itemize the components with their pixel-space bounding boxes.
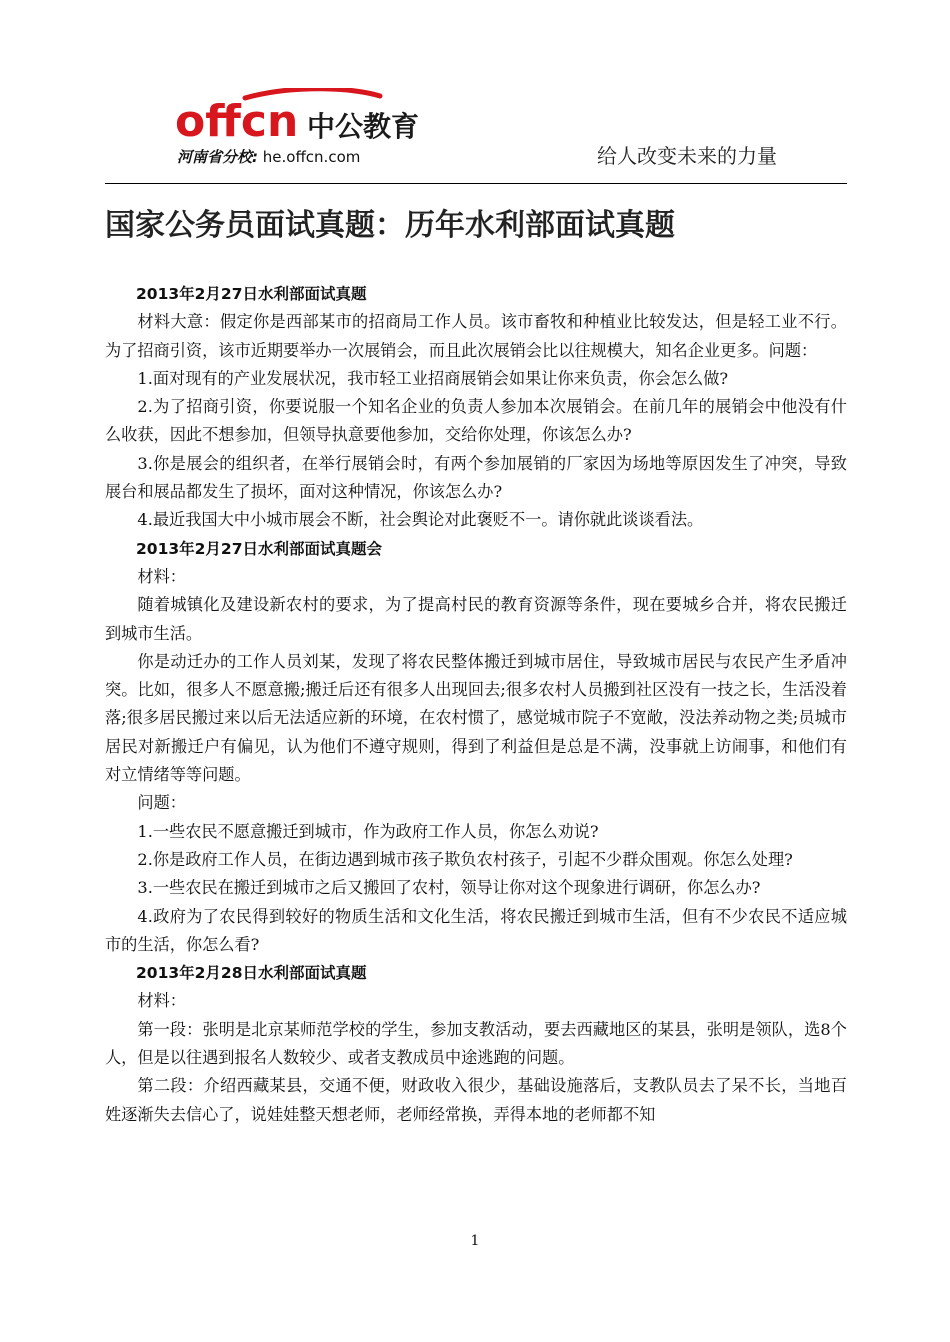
header-divider (105, 183, 847, 184)
paragraph: 2.你是政府工作人员，在街边遇到城市孩子欺负农村孩子，引起不少群众围观。你怎么处理? (137, 849, 793, 869)
logo-brand-cn: 中公教育 (307, 110, 420, 143)
page-title: 国家公务员面试真题：历年水利部面试真题 (105, 208, 675, 243)
paragraph: 3.你是展会的组织者，在举行展销会时，有两个参加展销的厂家因为场地等原因发生了冲突，导致展台和展品都发生了损坏，面对这种情况，你该怎么办? (105, 453, 847, 502)
page-header (105, 78, 847, 188)
offcn-logo-graphic (175, 88, 505, 144)
paragraph: 随着城镇化及建设新农村的要求，为了提高村民的教育资源等条件，现在要城乡合并，将农民搬迁到城市生活。 (105, 595, 847, 643)
section-heading: 2013年2月27日水利部面试真题 (136, 285, 367, 303)
paragraph: 第一段：张明是北京某师范学校的学生，参加支教活动，要去西藏地区的某县，张明是领队，选8个人，但是以往遇到报名人数较少、或者支教成员中途逃跑的问题。 (105, 1019, 847, 1068)
paragraph: 你是动迁办的工作人员刘某，发现了将农民整体搬迁到城市居住，导致城市居民与农民产生矛盾冲突。比如，很多人不愿意搬;搬迁后还有很多人出现回去;很多农村人员搬到社区没有一技之长，生活没着落;很多居民搬过来以后无法适应新的环境，在农村惯了，感觉城市院子不宽敞，没法养动物之类;员城市居民对新搬迁户有偏见，认为他们不遵守规则，得到了利益但是总是不满，没事就上访闹事，和他们有对立情绪等等问题。 (105, 651, 847, 785)
document-body (105, 280, 847, 1129)
slogan: 给人改变未来的力量 (597, 144, 777, 168)
paragraph: 4.政府为了农民得到较好的物质生活和文化生活，将农民搬迁到城市生活，但有不少农民不适应城市的生活，你怎么看? (105, 906, 847, 954)
branch-label: 河南省分校: (177, 148, 258, 166)
paragraph: 3.一些农民在搬迁到城市之后又搬回了农村，领导让你对这个现象进行调研，你怎么办? (137, 878, 761, 898)
paragraph: 材料大意：假定你是西部某市的招商局工作人员。该市畜牧和种植业比较发达，但是轻工业不行。为了招商引资，该市近期要举办一次展销会，而且此次展销会比以往规模大，知名企业更多。问题： (105, 312, 847, 360)
paragraph: 1.面对现有的产业发展状况，我市轻工业招商展销会如果让你来负责，你会怎么做? (137, 368, 729, 388)
paragraph: 1.一些农民不愿意搬迁到城市，作为政府工作人员，你怎么劝说? (137, 821, 599, 841)
section-heading: 2013年2月28日水利部面试真题 (136, 964, 367, 983)
paragraph: 问题： (137, 793, 186, 813)
branch-site: he.offcn.com (262, 148, 361, 166)
page-number: 1 (470, 1233, 480, 1249)
paragraph: 2.为了招商引资，你要说服一个知名企业的负责人参加本次展销会。在前几年的展销会中他没有什么收获，因此不想参加，但领导执意要他参加，交给你处理，你该怎么办? (105, 397, 847, 445)
section-heading: 2013年2月27日水利部面试真题会 (136, 539, 382, 558)
paragraph: 材料： (137, 566, 186, 586)
logo-wordmark: offcn (175, 96, 299, 144)
offcn-logo (175, 88, 505, 168)
paragraph: 4.最近我国大中小城市展会不断，社会舆论对此褒贬不一。请你就此谈谈看法。 (137, 510, 704, 530)
paragraph: 第二段：介绍西藏某县，交通不便，财政收入很少，基础设施落后，支教队员去了呆不长，当地百姓逐渐失去信心了，说娃娃整天想老师，老师经常换，弄得本地的老师都不知 (105, 1076, 847, 1124)
paragraph: 材料： (137, 991, 186, 1011)
logo-subtitle (177, 146, 360, 167)
